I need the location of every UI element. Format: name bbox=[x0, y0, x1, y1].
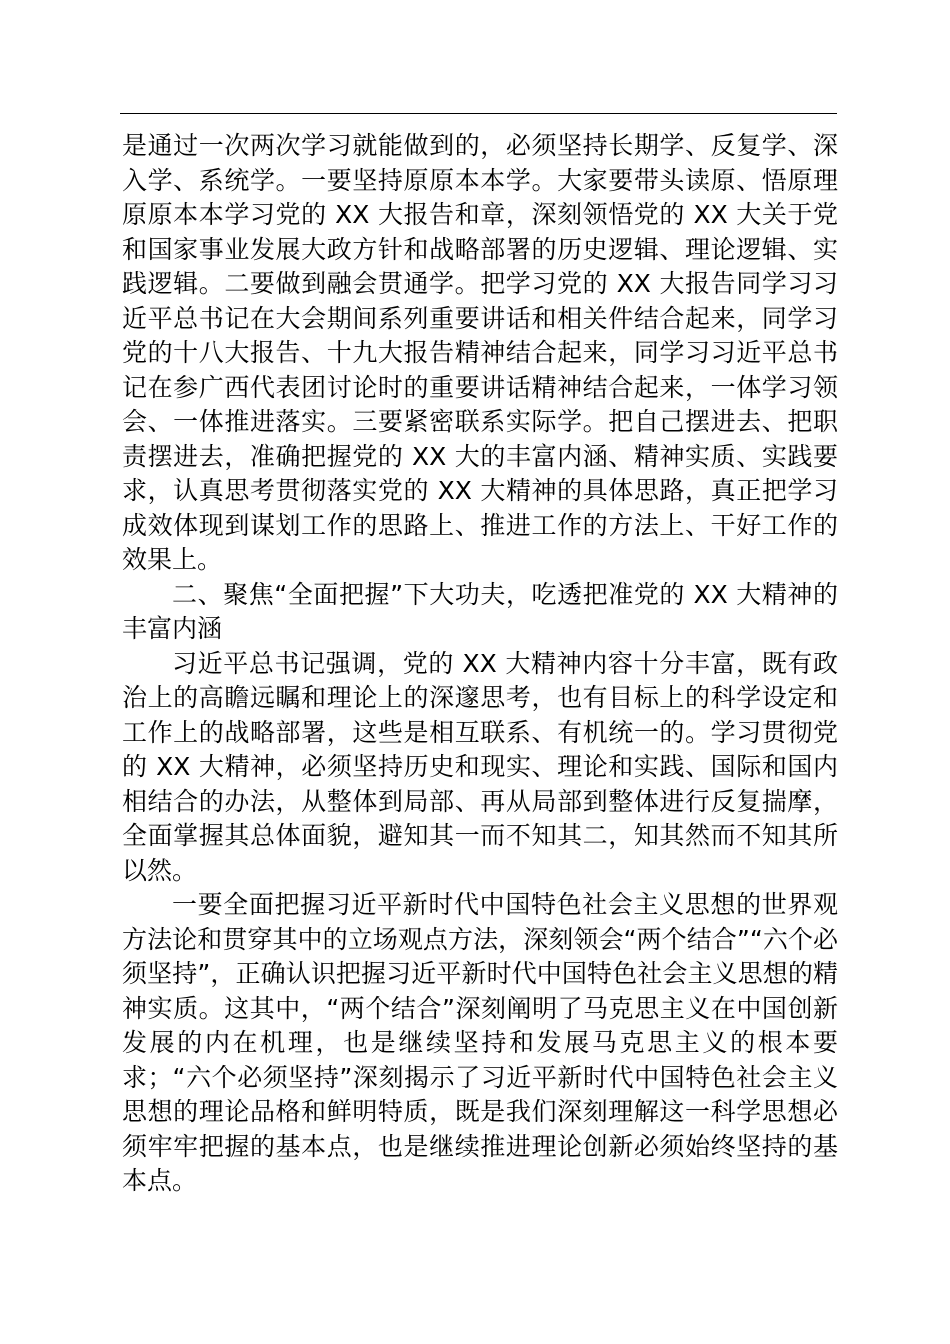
paragraph: 一要全面把握习近平新时代中国特色社会主义思想的世界观方法论和贯穿其中的立场观点方法，深刻领会“两个结合”“六个必须坚持”，正确认识把握习近平新时代中国特色社会主义思想的精神实质。这其中，“两个结合”深刻阐明了马克思主义在中国创新发展的内在机理，也是继续坚持和发展马克思主义的根本要求；“六个必须坚持”深刻揭示了习近平新时代中国特色社会主义思想的理论品格和鲜明特质，既是我们深刻理解这一科学思想必须牢牢把握的基本点，也是继续推进理论创新必须始终坚持的基本点。 bbox=[122, 890, 838, 1195]
document-body bbox=[122, 129, 838, 1199]
section-heading: 二、聚焦“全面把握”下大功夫，吃透把准党的 XX 大精神的丰富内涵 bbox=[122, 579, 838, 643]
paragraph: 习近平总书记强调，党的 XX 大精神内容十分丰富，既有政治上的高瞻远瞩和理论上的深邃思考，也有目标上的科学设定和工作上的战略部署，这些是相互联系、有机统一的。学习贯彻党的 XX 大精神，必须坚持历史和现实、理论和实践、国际和国内相结合的办法，从整体到局部、再从局部到整体进行反复揣摩，全面掌握其总体面貌，避知其一而不知其二，知其然而不知其所以然。 bbox=[122, 648, 838, 885]
paragraph: 是通过一次两次学习就能做到的，必须坚持长期学、反复学、深入学、系统学。一要坚持原原本本学。大家要带头读原、悟原理原原本本学习党的 XX 大报告和章，深刻领悟党的 XX 大关于党和国家事业发展大政方针和战略部署的历史逻辑、理论逻辑、实践逻辑。二要做到融会贯通学。把学习党的 XX 大报告同学习习近平总书记在大会期间系列重要讲话和相关件结合起来，同学习党的十八大报告、十九大报告精神结合起来，同学习习近平总书记在参广西代表团讨论时的重要讲话精神结合起来，一体学习领会、一体推进落实。三要紧密联系实际学。把自己摆进去、把职责摆进去，准确把握党的 XX 大的丰富内涵、精神实质、实践要求，认真思考贯彻落实党的 XX 大精神的具体思路，真正把学习成效体现到谋划工作的思路上、推进工作的方法上、干好工作的效果上。 bbox=[122, 131, 838, 574]
header-divider bbox=[120, 113, 837, 114]
